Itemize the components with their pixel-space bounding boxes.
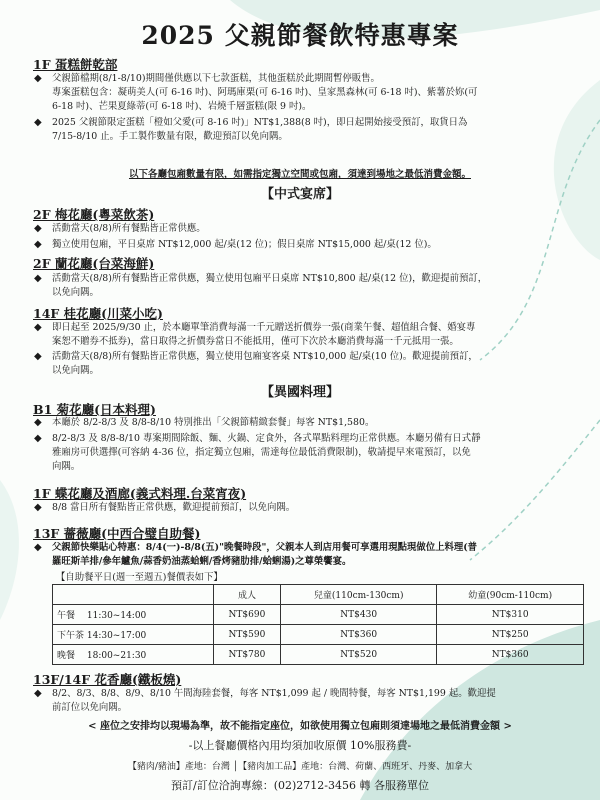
cake-bullet-2-line-1: 2025 父親節限定蛋糕「橙如父愛(可 8-16 吋)」NT$1,388(8 吋)，即日起開始接受預訂，取貨日為 xyxy=(52,117,468,128)
bullet-diamond-icon: ◆ xyxy=(34,542,42,553)
table-cell-kid: NT$250 xyxy=(437,625,584,645)
rose-bullet-1-line-1: 父親節快樂貼心特惠：8/4(一)-8/8(五)"晚餐時段"，父親本人到店用餐可享選用現點現做位上料理(普 xyxy=(52,542,478,553)
table-cell-kid: NT$310 xyxy=(437,605,584,625)
chrysanthemum-section-heading: B1 菊花廳(日本料理) xyxy=(33,402,156,417)
table-cell-adult: NT$590 xyxy=(213,625,280,645)
cake-bullet-1-line-1: 父親節檔期(8/1-8/10)期間僅供應以下七款蛋糕，其他蛋糕於此期間暫停販售。 xyxy=(52,73,380,84)
osmanthus-bullet-1-line-1: 即日起至 2025/9/30 止，於本廳單筆消費每滿一千元贈送折價券一張(商業午餐、超值組合餐、婚宴專 xyxy=(52,322,476,333)
table-header-cell: 成人 xyxy=(213,585,280,605)
chrysanthemum-bullet-1-text: 本廳於 8/2-8/3 及 8/8-8/10 特別推出「父親節精緻套餐」每客 NT$1,580。 xyxy=(52,417,375,428)
table-row xyxy=(53,625,584,645)
osmanthus-bullet-2 xyxy=(34,350,582,378)
chrysanthemum-bullet-2 xyxy=(34,432,582,474)
page-title: 2025 父親節餐飲特惠專案 xyxy=(141,21,459,50)
plum-bullet-2-text: 獨立使用包廂，平日桌席 NT$12,000 起/桌(12 位)；假日桌席 NT$15,000 起/桌(12 位)。 xyxy=(52,239,437,250)
bullet-diamond-icon: ◆ xyxy=(34,351,42,362)
bullet-diamond-icon: ◆ xyxy=(34,239,42,250)
table-row xyxy=(53,645,584,665)
reservation-contact: 預訂/訂位洽詢專線：(02)2712-3456 轉 各服務單位 xyxy=(171,779,429,792)
service-charge-note: -以上餐廳價格內用均須加收原價 10%服務費- xyxy=(188,739,412,752)
table-header-cell: 幼童(90cm-110cm) xyxy=(437,585,584,605)
table-header-cell xyxy=(53,585,214,605)
teppanyaki-bullet-1-line-1: 8/2、8/3、8/8、8/9、8/10 午間海陸套餐，每客 NT$1,099 起 / 晚間特餐，每客 NT$1,199 起。歡迎提 xyxy=(52,688,496,699)
cake-bullet-2-line-2: 7/15-8/10 止。手工製作數量有限，歡迎預訂以免向隅。 xyxy=(52,131,288,142)
bullet-diamond-icon: ◆ xyxy=(34,417,42,428)
table-cell-child: NT$430 xyxy=(281,605,437,625)
buffet-table-caption: 【自助餐平日(週一至週五)餐價表如下】 xyxy=(56,572,223,583)
table-header-cell: 兒童(110cm-130cm) xyxy=(281,585,437,605)
bullet-diamond-icon: ◆ xyxy=(34,273,42,284)
plum-bullet-1 xyxy=(34,222,582,236)
chrysanthemum-bullet-2-line-1: 8/2-8/3 及 8/8-8/10 專案期間除飯、麵、火鍋、定食外，各式單點料理均正常供應。本廳另備有日式靜 xyxy=(52,433,481,444)
table-header-row xyxy=(53,585,584,605)
bullet-diamond-icon: ◆ xyxy=(34,117,42,128)
chrysanthemum-bullet-1 xyxy=(34,416,582,430)
cake-bullet-2 xyxy=(34,116,582,144)
seat-arrangement-note: < 座位之安排均以現場為準，故不能指定座位，如欲使用獨立包廂則須達場地之最低消費金額 > xyxy=(88,721,512,732)
teppanyaki-bullet-1-line-2: 前訂位以免向隅。 xyxy=(52,702,128,713)
bullet-diamond-icon: ◆ xyxy=(34,433,42,444)
table-cell-kid: NT$360 xyxy=(437,645,584,665)
table-cell-meal: 晚餐 18:00~21:30 xyxy=(53,645,214,665)
plum-bullet-2 xyxy=(34,238,582,252)
cake-bullet-1-line-3: 6-18 吋)、芒果夏綠蒂(可 6-18 吋)、岩燒千層蛋糕(限 9 吋)。 xyxy=(52,101,312,112)
cake-section-heading: 1F 蛋糕餅乾部 xyxy=(33,57,118,72)
orchid-section-heading: 2F 蘭花廳(台菜海鮮) xyxy=(33,256,155,271)
table-row xyxy=(53,605,584,625)
room-notice: 以下各廳包廂數量有限，如需指定獨立空間或包廂，須達到場地之最低消費金額。 xyxy=(128,169,471,180)
teppanyaki-bullet-1 xyxy=(34,687,582,715)
bullet-diamond-icon: ◆ xyxy=(34,322,42,333)
rose-bullet-1-line-2: 羅旺斯羊排/參年鱸魚/蒜香奶油蒸蛤蜊/香烤豬肋排/蛤蜊湯)之尊榮饗宴。 xyxy=(52,556,352,567)
butterfly-section-heading: 1F 蝶花廳及酒廊(義式料理.台菜宵夜) xyxy=(33,486,247,501)
category-foreign: 【異國料理】 xyxy=(260,385,339,400)
table-cell-meal: 午餐 11:30~14:00 xyxy=(53,605,214,625)
osmanthus-bullet-2-line-2: 以免向隅。 xyxy=(52,365,99,376)
table-cell-child: NT$360 xyxy=(281,625,437,645)
rose-section-heading: 13F 薔薇廳(中西合璧自助餐) xyxy=(33,526,201,541)
osmanthus-section-heading: 14F 桂花廳(川菜小吃) xyxy=(33,306,163,321)
buffet-price-table xyxy=(52,584,584,665)
table-cell-adult: NT$690 xyxy=(213,605,280,625)
butterfly-bullet-1 xyxy=(34,501,582,515)
bullet-diamond-icon: ◆ xyxy=(34,223,42,234)
plum-section-heading: 2F 梅花廳(粵菜飲茶) xyxy=(33,207,155,222)
orchid-bullet-1-line-1: 活動當天(8/8)所有餐點皆正常供應，獨立使用包廂平日桌席 NT$10,800 起/桌(12 位)，歡迎提前預訂， xyxy=(52,273,488,284)
orchid-bullet-1 xyxy=(34,272,582,300)
chrysanthemum-bullet-2-line-2: 雅廂房可供選擇(可容納 4-36 位，指定獨立包廂，需達每位最低消費限制)，敬請提早來電預訂，以免 xyxy=(52,447,471,458)
table-cell-child: NT$520 xyxy=(281,645,437,665)
table-cell-adult: NT$780 xyxy=(213,645,280,665)
rose-bullet-1 xyxy=(34,541,582,569)
osmanthus-bullet-2-line-1: 活動當天(8/8)所有餐點皆正常供應，獨立使用包廂宴客桌 NT$10,000 起/桌(10 位)。歡迎提前預訂， xyxy=(52,351,478,362)
orchid-bullet-1-line-2: 以免向隅。 xyxy=(52,287,99,298)
bullet-diamond-icon: ◆ xyxy=(34,73,42,84)
cake-bullet-1-line-2: 專案蛋糕包含：凝萌美人(可 6-16 吋)、阿瑪庫栗(可 6-16 吋)、皇家黑森林(可 6-18 吋)、紫薯於妳(可 xyxy=(52,87,478,98)
bullet-diamond-icon: ◆ xyxy=(34,688,42,699)
chrysanthemum-bullet-2-line-3: 向隅。 xyxy=(52,461,81,472)
category-chinese: 【中式宴席】 xyxy=(260,187,339,202)
teppanyaki-section-heading: 13F/14F 花香廳(鐵板燒) xyxy=(33,672,182,687)
cake-bullet-1 xyxy=(34,72,582,114)
osmanthus-bullet-1-line-2: 案恕不贈券不抵券)，當日取得之折價券當日不能抵用，僅可下次於本廳消費每滿一千元抵用一張。 xyxy=(52,336,459,347)
butterfly-bullet-1-text: 8/8 當日所有餐點皆正常供應，歡迎提前預訂，以免向隅。 xyxy=(52,502,296,513)
table-cell-meal: 下午茶 14:30~17:00 xyxy=(53,625,214,645)
pork-origin-note: 【豬肉/豬油】產地：台灣 │【豬肉加工品】產地：台灣、荷蘭、西班牙、丹麥、加拿大 xyxy=(127,762,473,772)
osmanthus-bullet-1 xyxy=(34,321,582,349)
plum-bullet-1-text: 活動當天(8/8)所有餐點皆正常供應。 xyxy=(52,223,206,234)
bullet-diamond-icon: ◆ xyxy=(34,502,42,513)
